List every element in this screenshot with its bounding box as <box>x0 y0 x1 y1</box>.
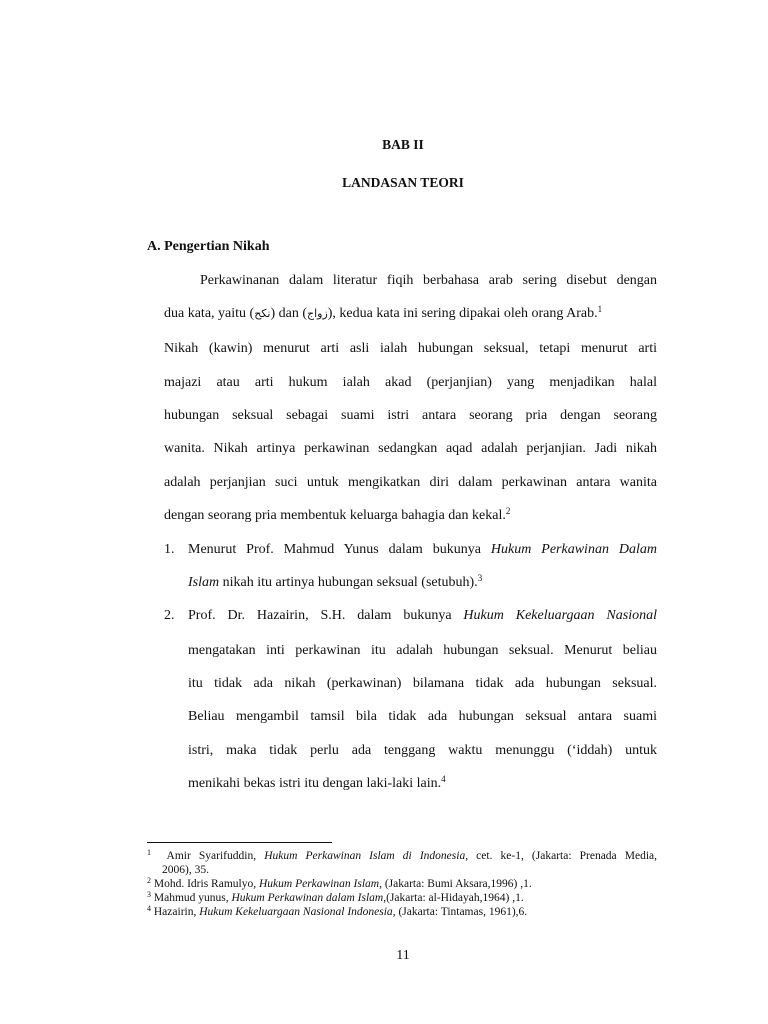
paragraph-line: Nikah (kawin) menurut arti asli ialah hubungan seksual, tetapi menurut arti <box>164 341 657 356</box>
text-span: Hazairin, <box>153 906 200 918</box>
arabic-word-nakaha: نكح <box>254 307 271 320</box>
paragraph-line: hubungan seksual sebagai suami istri antara seorang pria dengan seorang <box>164 408 657 423</box>
list-item-line <box>188 776 446 792</box>
list-item-line <box>188 542 657 558</box>
section-heading: A. Pengertian Nikah <box>147 239 270 254</box>
footnote-number: 1 <box>147 848 151 857</box>
footnote-ref[interactable]: 1 <box>597 304 603 314</box>
text-span: dua kata, yaitu ( <box>164 306 255 321</box>
footnote <box>147 878 532 891</box>
text-span: cet. ke-1, (Jakarta: Prenada Media, <box>468 850 657 862</box>
book-title: Hukum Perkawinan Islam <box>258 878 380 890</box>
paragraph-line <box>164 306 602 322</box>
book-title: Hukum Perkawinan dalam Islam <box>231 892 384 904</box>
text-span: ), kedua kata ini sering dipakai oleh orang Arab. <box>327 306 598 321</box>
arabic-word-zawaj: زواج <box>306 307 328 320</box>
text-span: Amir Syarifuddin, <box>166 850 265 862</box>
text-span: Mahmud yunus, <box>153 892 232 904</box>
book-title: Hukum Perkawinan Islam di Indonesia, <box>264 850 469 862</box>
text-span: , (Jakarta: Bumi Aksara,1996) ,1. <box>379 878 532 890</box>
text-span: menikahi bekas istri itu dengan laki-laki lain. <box>188 776 442 791</box>
list-item-line: Beliau mengambil tamsil bila tidak ada hubungan seksual antara suami <box>188 709 657 724</box>
footnote-number: 4 <box>147 904 151 913</box>
page-number: 11 <box>396 948 410 963</box>
book-title: Hukum Kekeluargaan Nasional <box>463 608 657 623</box>
text-span: , (Jakarta: Tintamas, 1961),6. <box>392 906 528 918</box>
footnote-ref[interactable]: 2 <box>505 506 511 516</box>
book-title: Hukum Perkawinan Dalam <box>490 542 657 557</box>
footnote-number: 3 <box>147 890 151 899</box>
footnote-ref[interactable]: 4 <box>441 774 446 784</box>
paragraph-line: adalah perjanjian suci untuk mengikatkan diri dalam perkawinan antara wanita <box>164 475 657 490</box>
text-span: ) dan ( <box>270 306 307 321</box>
footnote-separator <box>147 842 332 843</box>
list-item-number: 2. <box>164 608 175 623</box>
text-span: dengan seorang pria membentuk keluarga bahagia dan kekal. <box>164 508 506 523</box>
book-title: Hukum Kekeluargaan Nasional Indonesia <box>199 906 393 918</box>
paragraph-line <box>164 508 510 524</box>
book-title: Islam <box>188 575 220 590</box>
text-span: ,(Jakarta: al-Hidayah,1964) ,1. <box>383 892 524 904</box>
footnote-continuation: 2006), 35. <box>162 864 209 876</box>
chapter-label: BAB II <box>382 137 424 152</box>
list-item-line: istri, maka tidak perlu ada tenggang waktu menunggu (‘iddah) untuk <box>188 743 657 758</box>
text-span: Mohd. Idris Ramulyo, <box>153 878 259 890</box>
paragraph-line: majazi atau arti hukum ialah akad (perjanjian) yang menjadikan halal <box>164 375 657 390</box>
text-span: Prof. Dr. Hazairin, S.H. dalam bukunya <box>188 608 464 623</box>
list-item-line <box>188 608 657 624</box>
footnote <box>147 850 657 863</box>
list-item-line: itu tidak ada nikah (perkawinan) bilamana tidak ada hubungan seksual. <box>188 676 657 691</box>
footnote-number: 2 <box>147 876 151 885</box>
paragraph-line: wanita. Nikah artinya perkawinan sedangkan aqad adalah perjanjian. Jadi nikah <box>164 441 657 456</box>
text-span: nikah itu artinya hubungan seksual (setubuh). <box>219 575 478 590</box>
text-span: Menurut Prof. Mahmud Yunus dalam bukunya <box>188 542 491 557</box>
list-item-number: 1. <box>164 542 175 557</box>
chapter-title: LANDASAN TEORI <box>342 175 464 190</box>
list-item-line <box>188 575 482 591</box>
footnote <box>147 892 524 905</box>
paragraph-line: Perkawinanan dalam literatur fiqih berbahasa arab sering disebut dengan <box>200 273 657 288</box>
footnote-ref[interactable]: 3 <box>477 573 483 583</box>
list-item-line: mengatakan inti perkawinan itu adalah hubungan seksual. Menurut beliau <box>188 643 657 658</box>
footnote <box>147 906 527 919</box>
